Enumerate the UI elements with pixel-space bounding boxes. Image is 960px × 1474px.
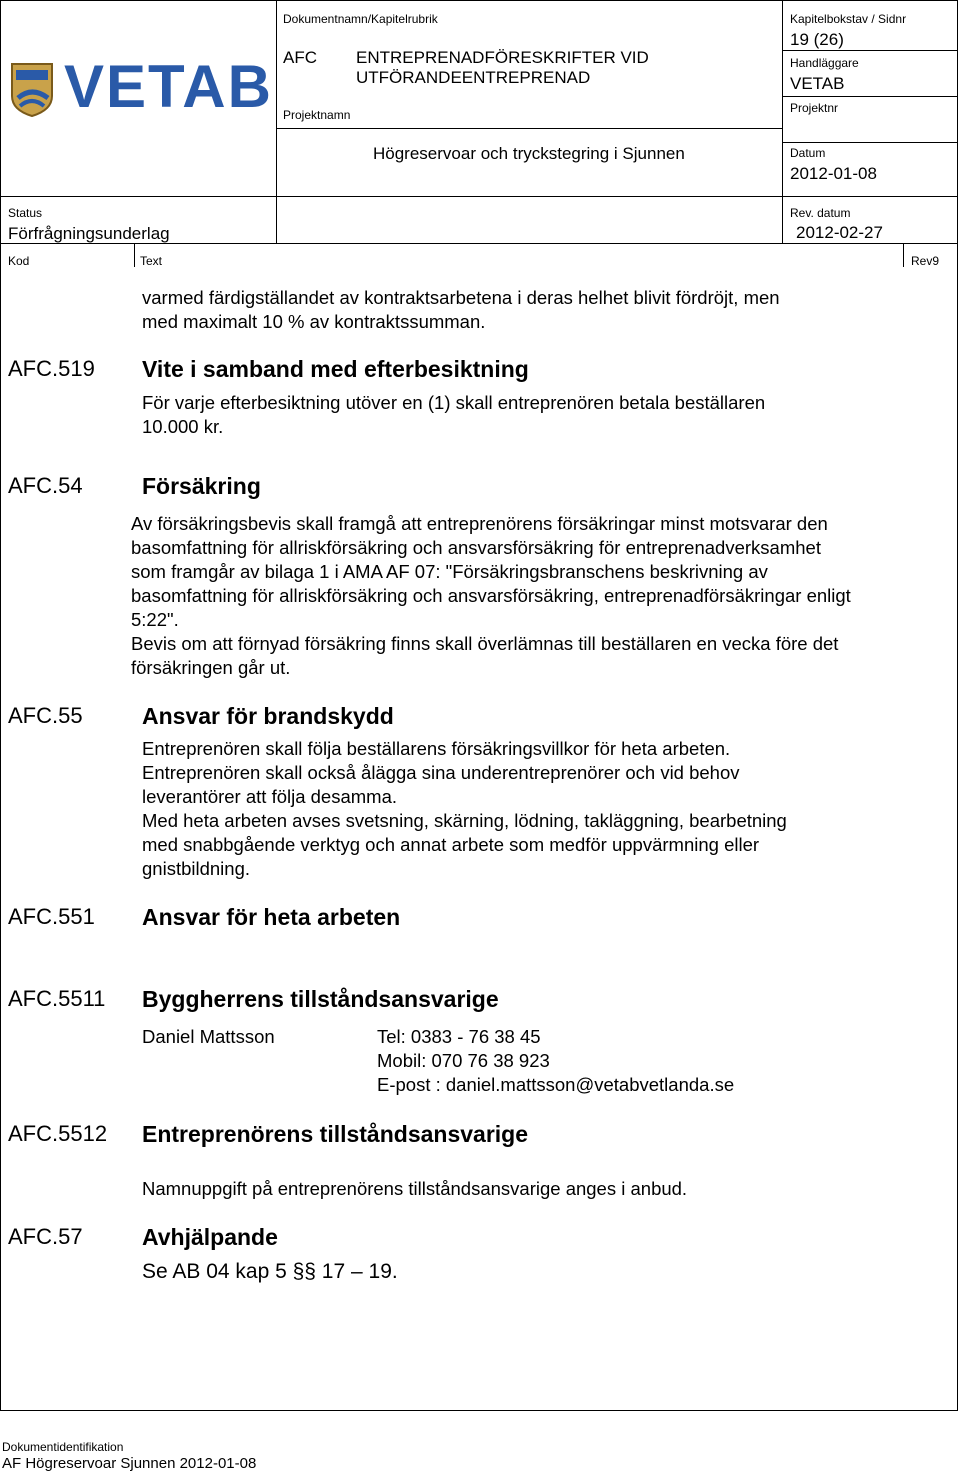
header-top-rule bbox=[0, 0, 958, 1]
doc-id: AF Högreservoar Sjunnen 2012-01-08 bbox=[2, 1455, 257, 1472]
footer-rule bbox=[0, 1410, 958, 1411]
rev-date-label: Rev. datum bbox=[790, 206, 851, 220]
col-marker-rev bbox=[903, 243, 904, 267]
project-name-label: Projektnamn bbox=[283, 108, 351, 122]
section-line: Bevis om att förnyad försäkring finns skall överlämnas till beställaren en vecka före det bbox=[131, 633, 839, 654]
contact-email: E-post : daniel.mattsson@vetabvetlanda.se bbox=[377, 1074, 735, 1095]
header-right-rule bbox=[957, 0, 958, 1410]
doc-id-label: Dokumentidentifikation bbox=[2, 1440, 124, 1454]
doc-title-line1: ENTREPRENADFÖRESKRIFTER VID bbox=[356, 48, 649, 67]
section-code: AFC.5512 bbox=[8, 1121, 108, 1146]
section-line: Se AB 04 kap 5 §§ 17 – 19. bbox=[142, 1260, 398, 1283]
section-line: basomfattning för allriskförsäkring och ansvarsförsäkring, entreprenadförsäkringar enligt bbox=[131, 585, 851, 606]
section-title: Byggherrens tillståndsansvarige bbox=[142, 986, 499, 1012]
header-rule-status bbox=[0, 196, 958, 197]
status-value: Förfrågningsunderlag bbox=[8, 224, 170, 243]
project-no-label: Projektnr bbox=[790, 101, 839, 115]
section-line: 5:22". bbox=[131, 609, 179, 630]
intro-line: varmed färdigställandet av kontraktsarbetena i deras helhet blivit fördröjt, men bbox=[142, 287, 780, 308]
date-label: Datum bbox=[790, 146, 826, 160]
section-line: gnistbildning. bbox=[142, 858, 250, 879]
header-rule-project bbox=[276, 128, 782, 129]
col-rev-label: Rev9 bbox=[911, 254, 940, 268]
date-value: 2012-01-08 bbox=[790, 164, 877, 183]
chapter-page-label: Kapitelbokstav / Sidnr bbox=[790, 12, 907, 26]
section-title: Avhjälpande bbox=[142, 1224, 278, 1250]
header-divider-1 bbox=[276, 0, 277, 243]
doc-code: AFC bbox=[283, 48, 317, 67]
section-line: Med heta arbeten avses svetsning, skärning, lödning, takläggning, bearbetning bbox=[142, 810, 787, 831]
header-divider-2 bbox=[782, 0, 783, 243]
rev-date-value: 2012-02-27 bbox=[796, 223, 883, 242]
section-line: basomfattning för allriskförsäkring och ansvarsförsäkring för entreprenadverksamhet bbox=[131, 537, 821, 558]
header-left-rule bbox=[0, 0, 1, 1410]
logo-wordmark: VETAB bbox=[64, 53, 273, 120]
section-line: Namnuppgift på entreprenörens tillståndsansvarige anges i anbud. bbox=[142, 1178, 688, 1199]
header-rule-projno bbox=[782, 142, 958, 143]
contact-mobile: Mobil: 070 76 38 923 bbox=[377, 1050, 550, 1071]
section-line: som framgår av bilaga 1 i AMA AF 07: "Försäkringsbranschens beskrivning av bbox=[131, 561, 768, 582]
section-code: AFC.54 bbox=[8, 473, 83, 498]
section-title: Vite i samband med efterbesiktning bbox=[142, 356, 529, 382]
section-title: Ansvar för heta arbeten bbox=[142, 904, 401, 930]
handler: VETAB bbox=[790, 74, 845, 93]
section-line: För varje efterbesiktning utöver en (1) skall entreprenören betala beställaren bbox=[142, 392, 766, 413]
col-marker-text bbox=[134, 243, 135, 267]
doc-name-label: Dokumentnamn/Kapitelrubrik bbox=[283, 12, 438, 26]
doc-title-line2: UTFÖRANDEENTREPRENAD bbox=[356, 68, 591, 87]
section-code: AFC.551 bbox=[8, 904, 95, 929]
project-name: Högreservoar och tryckstegring i Sjunnen bbox=[373, 144, 685, 163]
section-title: Försäkring bbox=[142, 473, 261, 499]
section-line: med snabbgående verktyg och annat arbete som medför uppvärmning eller bbox=[142, 834, 760, 855]
header-rule-handler bbox=[782, 96, 958, 97]
header-rule-chapter bbox=[782, 50, 958, 51]
section-code: AFC.519 bbox=[8, 356, 95, 381]
section-line: försäkringen går ut. bbox=[131, 657, 291, 678]
chapter-page: 19 (26) bbox=[790, 30, 844, 49]
col-kod-label: Kod bbox=[8, 254, 30, 268]
section-title: Ansvar för brandskydd bbox=[142, 703, 394, 729]
section-code: AFC.57 bbox=[8, 1224, 83, 1249]
contact-name: Daniel Mattsson bbox=[142, 1026, 275, 1047]
section-line: Entreprenören skall följa beställarens försäkringsvillkor för heta arbeten. bbox=[142, 738, 731, 759]
section-line: Entreprenören skall också ålägga sina underentreprenörer och vid behov bbox=[142, 762, 740, 783]
section-title: Entreprenörens tillståndsansvarige bbox=[142, 1121, 529, 1147]
section-line: Av försäkringsbevis skall framgå att entreprenörens försäkringar minst motsvarar den bbox=[131, 513, 828, 534]
status-label: Status bbox=[8, 206, 43, 220]
section-line: leverantörer att följa desamma. bbox=[142, 786, 398, 807]
section-line: 10.000 kr. bbox=[142, 416, 224, 437]
vetab-logo bbox=[10, 53, 273, 120]
handler-label: Handläggare bbox=[790, 56, 859, 70]
col-text-label: Text bbox=[140, 254, 163, 268]
section-code: AFC.5511 bbox=[8, 986, 106, 1011]
intro-line: med maximalt 10 % av kontraktssumman. bbox=[142, 311, 486, 332]
contact-tel: Tel: 0383 - 76 38 45 bbox=[377, 1026, 541, 1047]
section-code: AFC.55 bbox=[8, 703, 83, 728]
